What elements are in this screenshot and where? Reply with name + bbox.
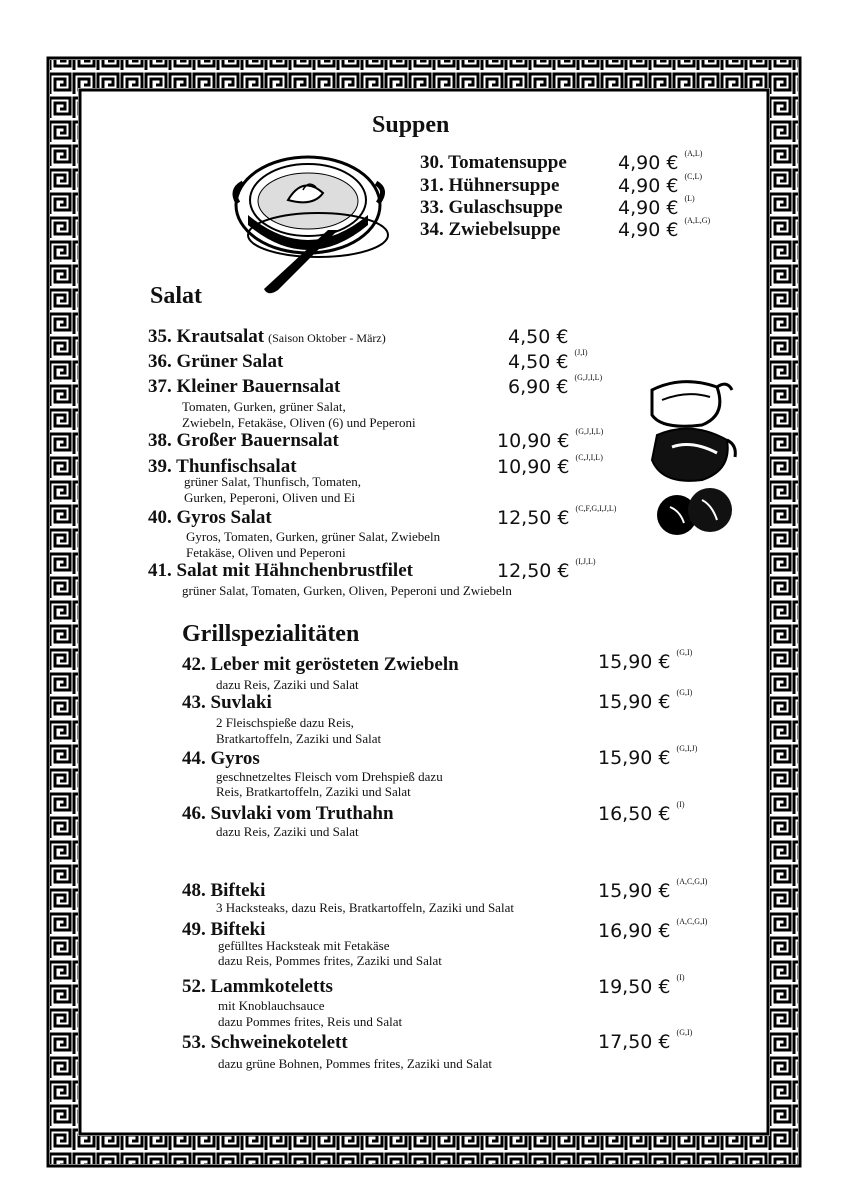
menu-item-name: 40. Gyros Salat xyxy=(148,507,272,528)
menu-item-allergens: (A,C,G,I) xyxy=(676,917,708,926)
menu-item-name: 52. Lammkoteletts xyxy=(182,976,333,997)
menu-item-price-row xyxy=(598,744,698,769)
menu-item-price-row xyxy=(618,216,711,241)
menu-item-allergens: (G,I) xyxy=(676,1028,693,1037)
menu-item-allergens: (I) xyxy=(676,973,685,982)
menu-item-price-row xyxy=(497,453,603,478)
menu-item-desc: mit Knoblauchsauce xyxy=(218,998,325,1013)
menu-item-price: 4,50 € xyxy=(508,351,569,373)
menu-item-desc: gefülltes Hacksteak mit Fetakäse xyxy=(218,938,390,953)
menu-item-desc: Bratkartoffeln, Zaziki und Salat xyxy=(216,731,382,746)
menu-item-desc: dazu grüne Bohnen, Pommes frites, Zaziki und Salat xyxy=(218,1056,493,1071)
menu-item-allergens: (C,F,G,I,J,L) xyxy=(575,504,617,513)
menu-item-allergens: (I,J,L) xyxy=(575,557,596,566)
menu-item-name: 31. Hühnersuppe xyxy=(420,175,560,196)
menu-item-name: 49. Bifteki xyxy=(182,919,266,940)
menu-item-price: 19,50 € xyxy=(598,976,671,998)
menu-item-price: 15,90 € xyxy=(598,651,671,673)
menu-item-allergens: (G,I,J) xyxy=(676,744,698,753)
menu-item-allergens: (A,C,G,I) xyxy=(676,877,708,886)
menu-item-desc: grüner Salat, Thunfisch, Tomaten, xyxy=(184,474,361,489)
soup-bowl-illustration xyxy=(228,145,398,300)
menu-item-price: 10,90 € xyxy=(497,430,570,452)
menu-item-name: 48. Bifteki xyxy=(182,880,266,901)
menu-item-allergens: (A,L) xyxy=(684,149,703,158)
menu-item-allergens: (G,J,I,L) xyxy=(575,427,604,436)
menu-item-price-row xyxy=(598,973,685,998)
menu-item-allergens: (L) xyxy=(684,194,695,203)
menu-item-name: 30. Tomatensuppe xyxy=(420,152,567,173)
menu-item-name: 37. Kleiner Bauernsalat xyxy=(148,376,341,397)
menu-item-name: 44. Gyros xyxy=(182,748,260,769)
menu-item-price-row xyxy=(598,877,708,902)
menu-item-price: 15,90 € xyxy=(598,691,671,713)
menu-item-allergens: (C,L) xyxy=(684,172,702,181)
menu-item-price: 6,90 € xyxy=(508,376,569,398)
menu-item-allergens: (A,L,G) xyxy=(684,216,711,225)
menu-item-price: 16,50 € xyxy=(598,803,671,825)
menu-item-price-row xyxy=(598,800,685,825)
menu-item-price-row xyxy=(497,557,596,582)
menu-item-price-row xyxy=(598,688,693,713)
menu-item-desc: geschnetzeltes Fleisch vom Drehspieß dazu xyxy=(216,769,443,784)
menu-item-name: 34. Zwiebelsuppe xyxy=(420,219,561,240)
menu-item-row xyxy=(148,326,386,348)
section-title-grill: Grillspezialitäten xyxy=(182,621,360,647)
menu-item-desc: dazu Reis, Zaziki und Salat xyxy=(216,824,359,839)
menu-item-price-row xyxy=(497,504,617,529)
menu-item-name: 41. Salat mit Hähnchenbrustfilet xyxy=(148,560,413,581)
menu-item-desc: Gyros, Tomaten, Gurken, grüner Salat, Zwiebeln xyxy=(186,529,441,544)
menu-item-name: 46. Suvlaki vom Truthahn xyxy=(182,803,394,824)
menu-item-price-row xyxy=(508,373,603,398)
menu-item-desc: 2 Fleischspieße dazu Reis, xyxy=(216,715,354,730)
peppers-illustration xyxy=(632,375,742,545)
menu-item-price-row xyxy=(497,427,604,452)
menu-item-price-row xyxy=(618,149,703,174)
menu-item-name: 42. Leber mit gerösteten Zwiebeln xyxy=(182,654,459,675)
menu-item-desc: Fetakäse, Oliven und Peperoni xyxy=(186,545,346,560)
menu-item-allergens: (I) xyxy=(676,800,685,809)
menu-item-price-row xyxy=(598,1028,693,1053)
menu-item-price-row xyxy=(598,648,693,673)
menu-item-price: 4,90 € xyxy=(618,219,679,241)
menu-item-name: 43. Suvlaki xyxy=(182,692,272,713)
menu-item-allergens: (G,I) xyxy=(676,648,693,657)
menu-item-name: 38. Großer Bauernsalat xyxy=(148,430,339,451)
menu-item-allergens: (C,J,I,L) xyxy=(575,453,603,462)
menu-item-desc: dazu Pommes frites, Reis und Salat xyxy=(218,1014,403,1029)
menu-item-desc: Tomaten, Gurken, grüner Salat, xyxy=(182,399,346,414)
menu-item-desc: Zwiebeln, Fetakäse, Oliven (6) und Peperoni xyxy=(182,415,416,430)
menu-item-note: (Saison Oktober - März) xyxy=(268,331,386,345)
menu-item-price: 4,90 € xyxy=(618,152,679,174)
menu-item-desc: Gurken, Peperoni, Oliven und Ei xyxy=(184,490,356,505)
menu-item-price: 16,90 € xyxy=(598,920,671,942)
menu-item-name: 53. Schweinekotelett xyxy=(182,1032,348,1053)
menu-item-price-row xyxy=(508,348,588,373)
section-title-salat: Salat xyxy=(150,283,203,309)
menu-item-price: 4,90 € xyxy=(618,175,679,197)
menu-item-name: 36. Grüner Salat xyxy=(148,351,284,372)
menu-item-desc: grüner Salat, Tomaten, Gurken, Oliven, Peperoni und Zwiebeln xyxy=(182,583,512,598)
menu-item-name: 39. Thunfischsalat xyxy=(148,456,297,477)
menu-item-name: 35. Krautsalat xyxy=(148,326,265,347)
menu-item-allergens: (G,J,I,L) xyxy=(574,373,603,382)
menu-item-allergens: (G,I) xyxy=(676,688,693,697)
menu-item-desc: 3 Hacksteaks, dazu Reis, Bratkartoffeln, Zaziki und Salat xyxy=(216,900,514,915)
menu-item-allergens: (J,I) xyxy=(574,348,588,357)
menu-item-price: 10,90 € xyxy=(497,456,570,478)
menu-item-price: 12,50 € xyxy=(497,507,570,529)
menu-item-desc: dazu Reis, Zaziki und Salat xyxy=(216,677,359,692)
menu-item-price: 12,50 € xyxy=(497,560,570,582)
menu-item-price: 17,50 € xyxy=(598,1031,671,1053)
menu-item-price: 15,90 € xyxy=(598,880,671,902)
menu-item-desc: Reis, Bratkartoffeln, Zaziki und Salat xyxy=(216,784,411,799)
menu-item-price: 15,90 € xyxy=(598,747,671,769)
menu-item-price: 4,90 € xyxy=(618,197,679,219)
menu-item-price-row xyxy=(508,326,568,348)
menu-item-price-row xyxy=(598,917,708,942)
menu-item-desc: dazu Reis, Pommes frites, Zaziki und Salat xyxy=(218,953,442,968)
menu-item-name: 33. Gulaschsuppe xyxy=(420,197,563,218)
section-title-suppen: Suppen xyxy=(372,112,450,138)
menu-item-price: 4,50 € xyxy=(508,326,569,348)
